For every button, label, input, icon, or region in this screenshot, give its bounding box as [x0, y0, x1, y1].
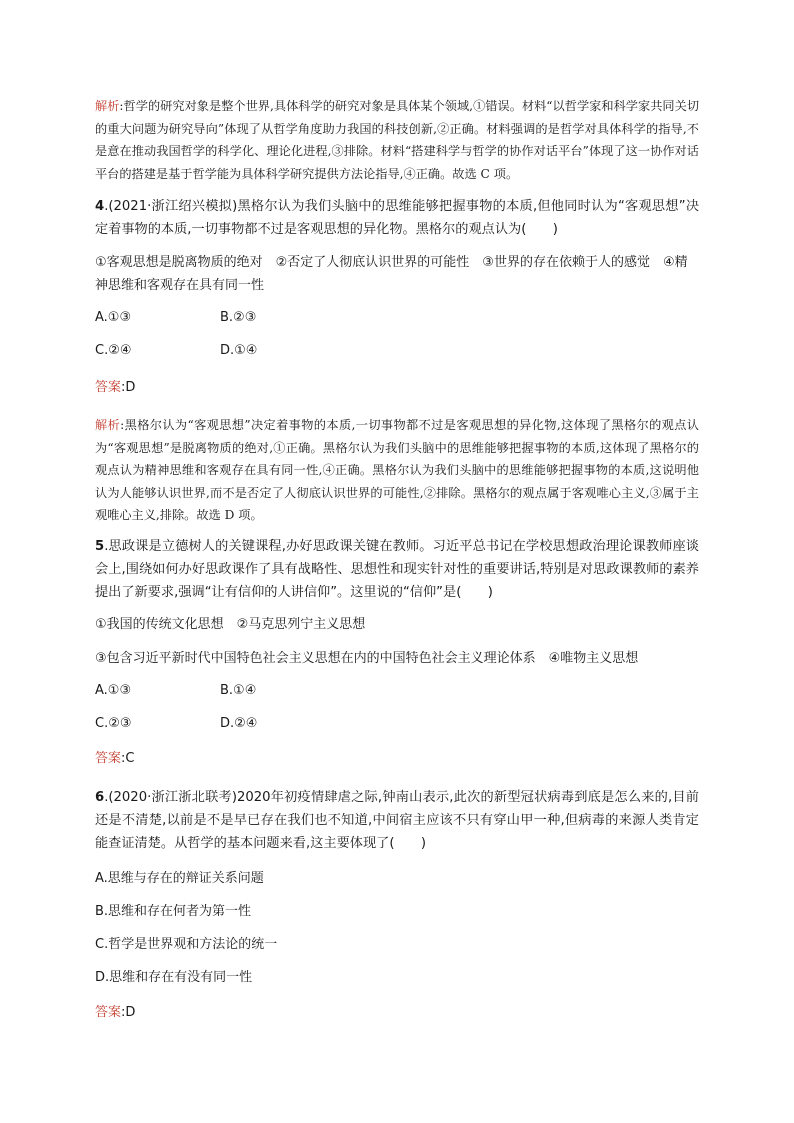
q5-options-row-1	[95, 680, 699, 702]
q4-statements: ①客观思想是脱离物质的绝对 ②否定了人彻底认识世界的可能性 ③世界的存在依赖于人的感觉 ④精神思维和客观存在具有同一性	[95, 255, 688, 293]
explanation-text: :哲学的研究对象是整个世界,具体科学的研究对象是具体某个领域,①错误。材料“以哲学家和科学家共同关切的重大问题为研究导向”体现了从哲学角度助力我国的科技创新,②正确。材料强调的是哲学对具体科学的指导,不是意在推动我国哲学的科学化、理论化进程,③排除。材料“搭建科学与哲学的协作对话平台”体现了这一协作对话平台的搭建是基于哲学能为具体科学研究提供方法论指导,④正确。故选 C 项。	[95, 99, 700, 181]
answer-label: 答案	[95, 1004, 122, 1020]
q5-options-row-2	[95, 713, 699, 735]
q3-explanation	[95, 95, 699, 185]
answer-label: 答案	[95, 380, 122, 395]
question-number: 5	[95, 538, 105, 554]
explanation-label: 解析	[95, 418, 121, 432]
question-stem: .思政课是立德树人的关键课程,办好思政课关键在教师。习近平总书记在学校思想政治理论课教师座谈会上,围绕如何办好思政课作了具有战略性、思想性和现实针对性的重要讲话,特别是对思政课教师的素养提出了新要求,强调“让有信仰的人讲信仰”。这里说的“信仰”是( )	[95, 538, 699, 600]
q6-option-c: C.哲学是世界观和方法论的统一	[95, 936, 278, 952]
q6-option-a: A.思维与存在的辩证关系问题	[95, 870, 264, 886]
option-c: C.②④	[95, 343, 132, 358]
q4-explanation	[95, 414, 699, 527]
q4-options-row-2	[95, 340, 699, 362]
q5-statement-line-2: ③包含习近平新时代中国特色社会主义思想在内的中国特色社会主义理论体系 ④唯物主义思想	[95, 650, 639, 666]
question-stem: 黑格尔认为我们头脑中的思维能够把握事物的本质,但他同时认为“客观思想”决定着事物的本质,一切事物都不过是客观思想的异化物。黑格尔的观点认为( )	[95, 199, 700, 237]
answer-label: 答案	[95, 750, 122, 766]
explanation-text: :黑格尔认为“客观思想”决定着事物的本质,一切事物都不过是客观思想的异化物,这体现了黑格尔的观点认为“客观思想”是脱离物质的绝对,①正确。黑格尔认为我们头脑中的思维能够把握事物的本质,这体现了黑格尔的观点认为精神思维和客观存在具有同一性,④正确。黑格尔认为我们头脑中的思维能够把握事物的本质,这说明他认为人能够认识世界,而不是否定了人彻底认识世界的可能性,②排除。黑格尔的观点属于客观唯心主义,③属于主观唯心主义,排除。故选 D 项。	[95, 418, 699, 522]
question-4	[95, 195, 699, 241]
q4-options-row-1	[95, 307, 699, 329]
q5-statement-line-1: ①我国的传统文化思想 ②马克思列宁主义思想	[95, 616, 366, 632]
question-6	[95, 786, 699, 855]
question-number: 4	[95, 199, 105, 214]
q6-answer	[95, 1002, 699, 1024]
q4-answer	[95, 377, 699, 399]
q6-option-b: B.思维和存在何者为第一性	[95, 903, 252, 919]
document-page	[95, 95, 699, 1024]
explanation-label: 解析	[95, 99, 120, 113]
answer-value: :D	[121, 380, 136, 395]
option-d: D.②④	[220, 715, 258, 731]
q5-answer	[95, 748, 699, 770]
question-source: .(2020·浙江浙北联考)	[104, 789, 237, 805]
question-5	[95, 535, 699, 604]
answer-value: :C	[121, 750, 135, 766]
question-stem: 2020年初疫情肆虐之际,钟南山表示,此次的新型冠状病毒到底是怎么来的,目前还是不清楚,以前是不是早已存在我们也不知道,中间宿主应该不只有穿山甲一种,但病毒的来源人类肯定能查证清楚。从哲学的基本问题来看,这主要体现了( )	[95, 789, 699, 851]
option-c: C.②③	[95, 715, 132, 731]
option-d: D.①④	[220, 343, 258, 358]
question-source: .(2021·浙江绍兴模拟)	[104, 199, 238, 214]
option-a: A.①③	[95, 310, 132, 325]
q6-option-d: D.思维和存在有没有同一性	[95, 969, 253, 985]
option-a: A.①③	[95, 682, 132, 698]
option-b: B.①④	[220, 682, 257, 698]
answer-value: :D	[121, 1004, 136, 1020]
question-number: 6	[95, 789, 105, 805]
option-b: B.②③	[220, 310, 257, 325]
